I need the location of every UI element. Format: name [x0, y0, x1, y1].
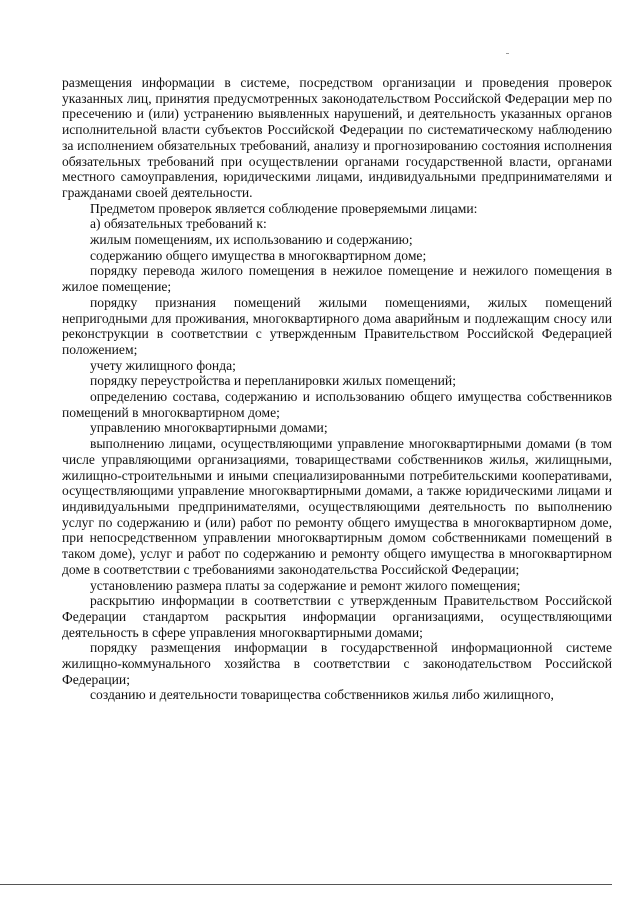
paragraph-5: содержанию общего имущества в многоквартирном доме; — [90, 247, 427, 263]
paragraph-10: определению состава, содержанию и использованию общего имущества собственников помещений в многоквартирном доме; — [62, 389, 612, 420]
paragraph-11: управлению многоквартирными домами; — [90, 420, 328, 436]
paragraph-9: порядку переустройства и перепланировки жилых помещений; — [90, 373, 456, 389]
paragraph-3: а) обязательных требований к: — [90, 216, 267, 232]
paragraph-6: порядку перевода жилого помещения в нежилое помещение и нежилого помещения в жилое помещение; — [62, 263, 612, 295]
paragraph-16: созданию и деятельности товарищества собственников жилья либо жилищного, — [90, 687, 554, 703]
page-bottom-rule — [0, 884, 612, 885]
document-body — [62, 75, 612, 703]
paragraph-7: порядку признания помещений жилыми помещениями, жилых помещений непригодными для проживания, многоквартирного дома аварийным и подлежащим сносу или реконструкции в соответствии с утвержденным Правительством Российской Федерацией положением; — [62, 294, 612, 357]
paragraph-13: установлению размера платы за содержание и ремонт жилого помещения; — [90, 577, 521, 593]
paragraph-12: выполнению лицами, осуществляющими управление многоквартирными домами (в том числе управляющими организациями, товариществами собственников жилья, жилищными, жилищно-строительными и иными специализированными потребительскими кооперативами, осуществляющими управление многоквартирными домами, а также юридическими лицами и индивидуальными предпринимателями, осуществляющими деятельность по выполнению услуг по содержанию и (или) работ по ремонту общего имущества в многоквартирном доме, при непосредственном управлении многоквартирным домом собственниками помещений в таком доме), услуг и работ по содержанию и ремонту общего имущества в многоквартирном доме в соответствии с требованиями законодательства Российской Федерации; — [62, 436, 612, 577]
paragraph-1: размещения информации в системе, посредством организации и проведения проверок указанных лиц, принятия предусмотренных законодательством Российской Федерации мер по пресечению и (или) устранению выявленных нарушений, и деятельность указанных органов исполнительной власти субъектов Российской Федерации по систематическому наблюдению за исполнением обязательных требований, анализу и прогнозированию состояния исполнения обязательных требований при осуществлении органами государственной власти, органами местного самоуправления, юридическими лицами, индивидуальными предпринимателями и гражданами своей деятельности. — [62, 75, 612, 200]
paragraph-14: раскрытию информации в соответствии с утвержденным Правительством Российской Федерации стандартом раскрытия информации организациями, осуществляющими деятельность в сфере управления многоквартирными домами; — [62, 593, 612, 640]
scan-speck — [506, 53, 509, 54]
paragraph-4: жилым помещениям, их использованию и содержанию; — [90, 232, 413, 248]
paragraph-15: порядку размещения информации в государственной информационной системе жилищно-коммунального хозяйства в соответствии с законодательством Российской Федерации; — [62, 640, 612, 687]
paragraph-2: Предметом проверок является соблюдение проверяемыми лицами: — [90, 200, 478, 216]
paragraph-8: учету жилищного фонда; — [90, 357, 236, 373]
